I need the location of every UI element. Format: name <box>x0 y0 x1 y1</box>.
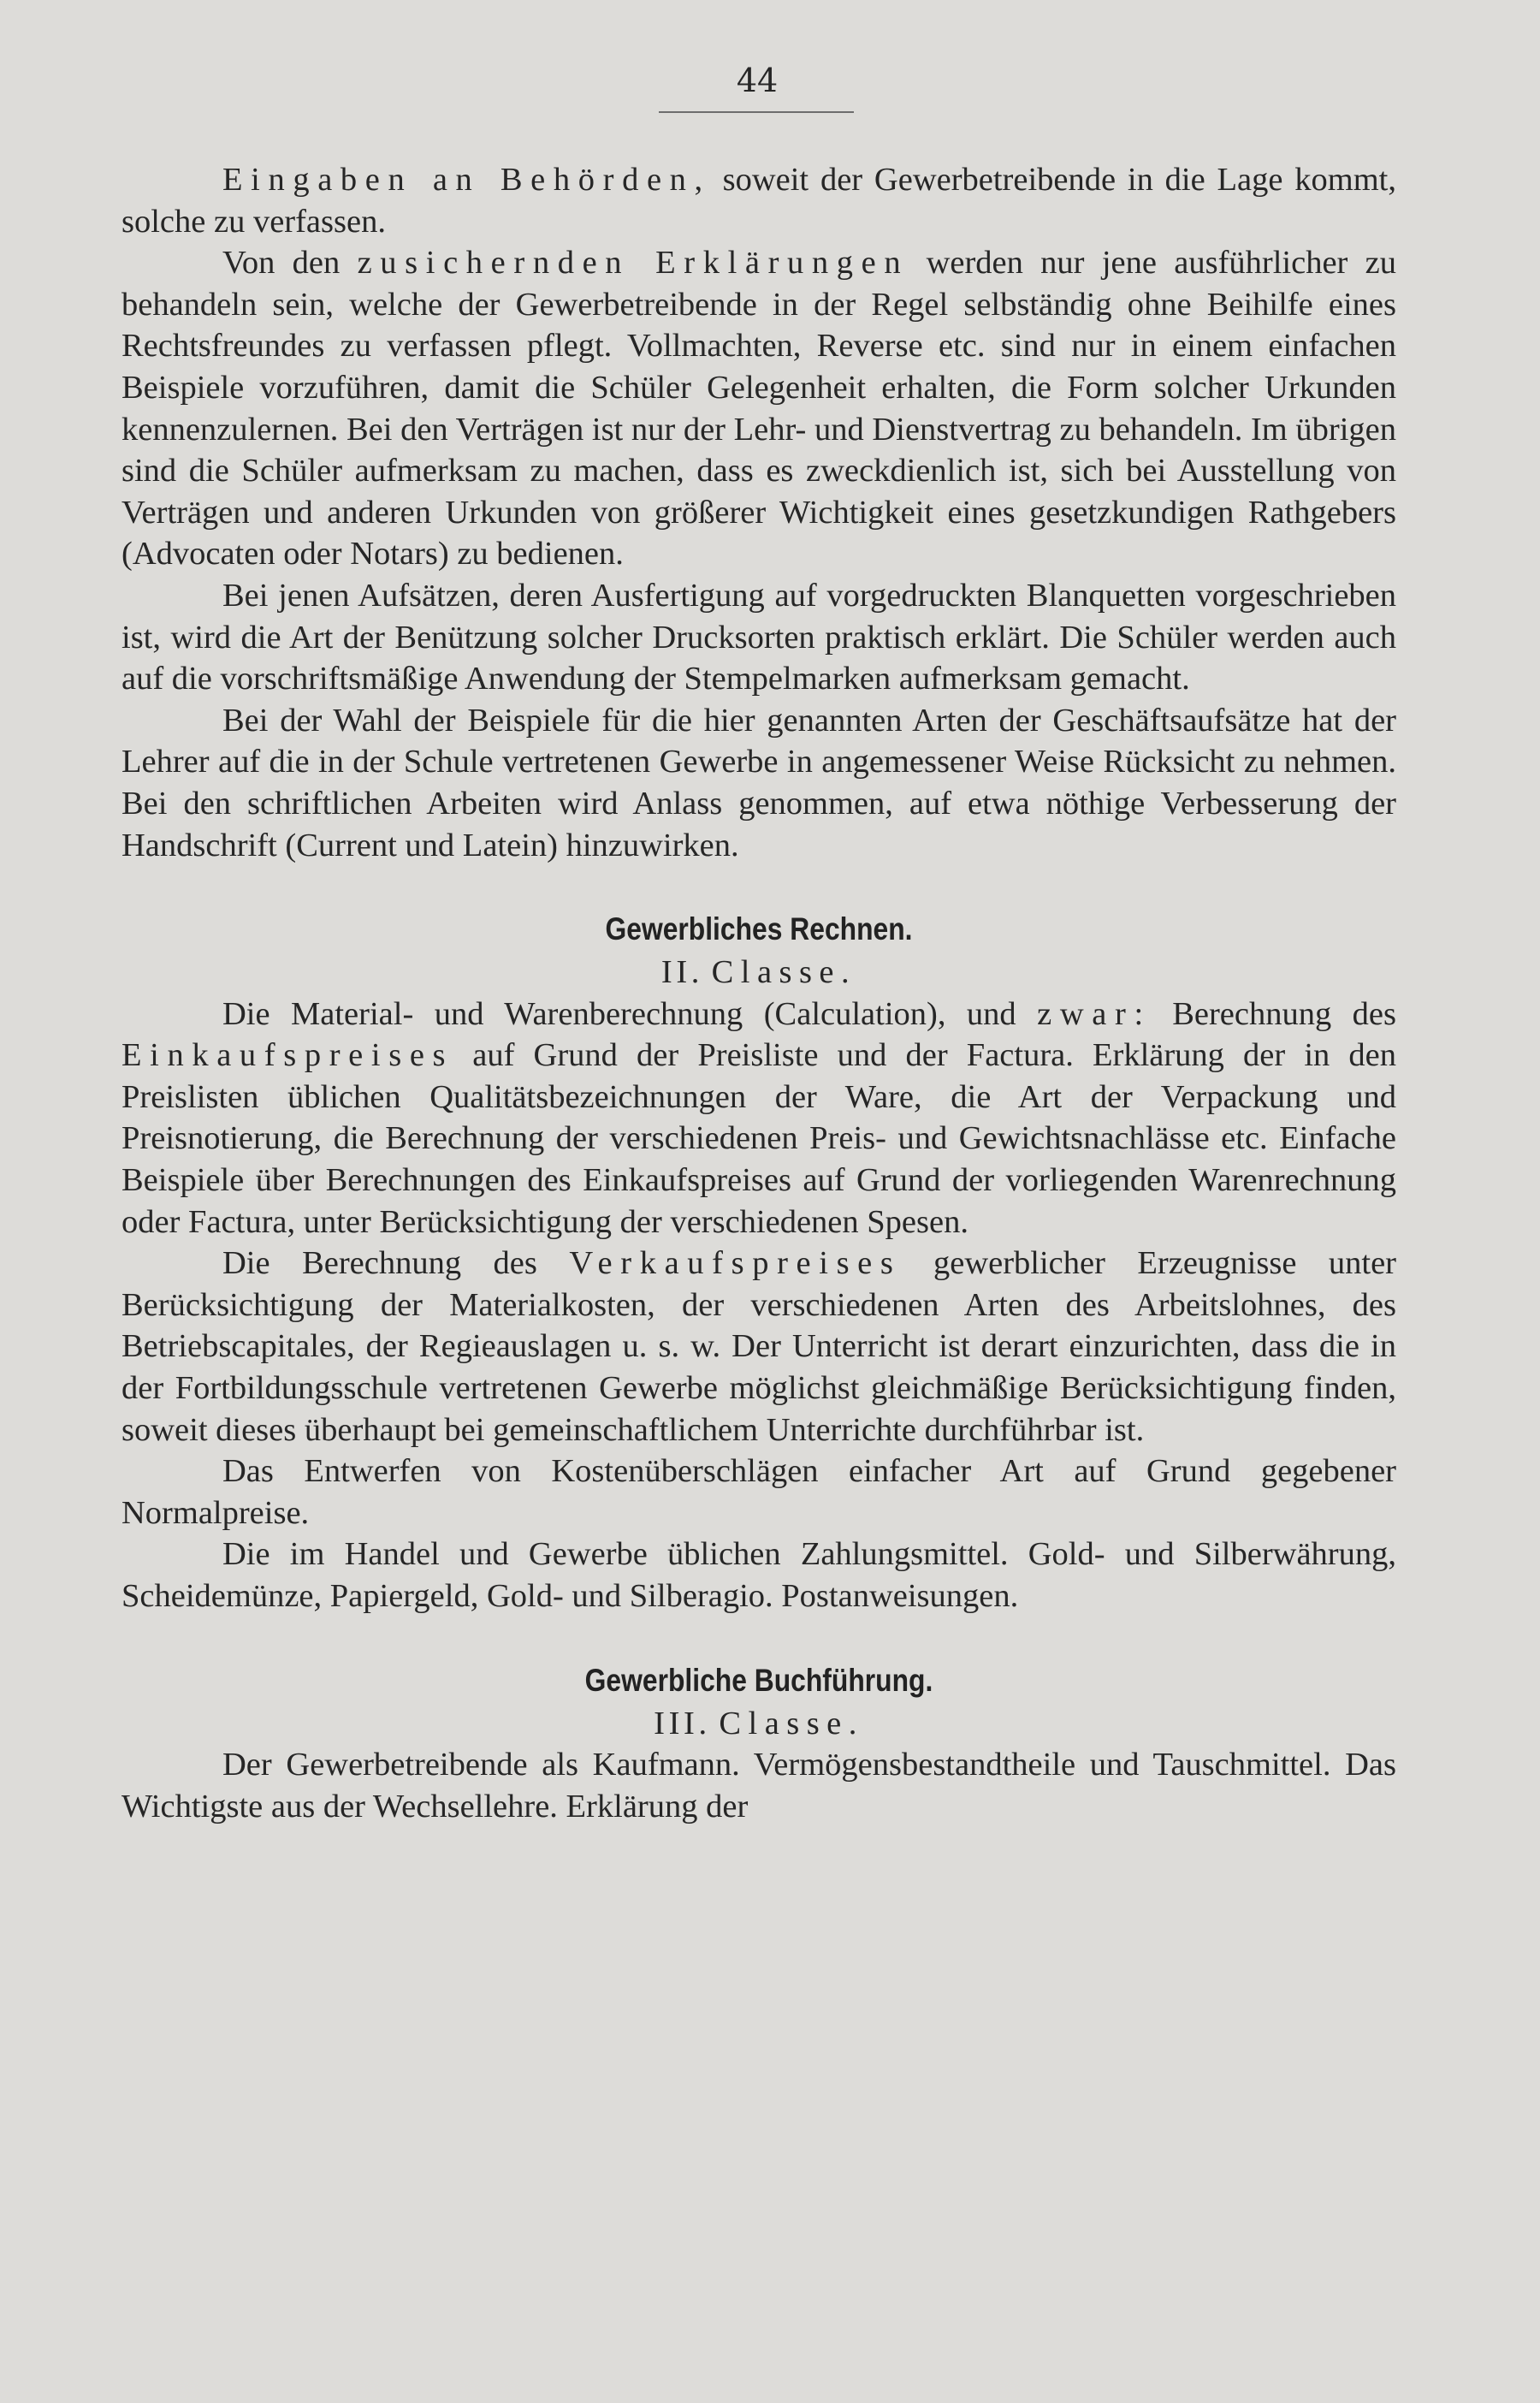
paragraph-text: werden nur jene ausführlicher zu behandeln sein, welche der Gewerbetreibende in der Regel selbständig ohne Beihilfe eines Rechtsfreundes zu verfassen pflegt. Vollmachten, Reverse etc. sind nur in einem einfachen Beispiele vorzuführen, damit die Schüler Gelegenheit erhalten, die Form solcher Urkunden kennenzulernen. Bei den Verträgen ist nur der Lehr- und Dienstvertrag zu behandeln. Im übrigen sind die Schüler aufmerksam zu machen, dass es zweckdienlich ist, sich bei Ausstellung von Verträgen und anderen Urkunden von größerer Wichtigkeit eines gesetzkundigen Rathgebers (Advocaten oder Notars) zu bedienen. <box>121 245 1397 573</box>
spaced-term: zwar: <box>1037 995 1152 1032</box>
paragraph-beispiele: Bei der Wahl der Beispiele für die hier genannten Arten der Geschäftsaufsätze hat der Lehrer auf die in der Schule vertretenen Gewerbe in angemessener Weise Rücksicht zu nehmen. Bei den schriftlichen Arbeiten wird Anlass genommen, auf etwa nöthige Verbesserung der Handschrift (Current und Latein) hinzuwirken. <box>121 702 1396 863</box>
class-numeral: III. <box>654 1705 711 1741</box>
spaced-term: Verkaufspreises <box>569 1245 902 1282</box>
paragraph-verkaufspreis <box>121 1243 1396 1451</box>
class-word: Classe. <box>711 954 857 991</box>
paragraph-text: soweit der Gewerbetreibende in die Lage kommt, solche zu verfassen. <box>121 162 1396 240</box>
page-body <box>121 159 1396 1827</box>
class-numeral: II. <box>660 954 704 991</box>
paragraph-erklaerungen <box>121 242 1396 575</box>
class-heading-rechnen <box>121 952 1396 994</box>
paragraph-text: auf Grund der Preisliste und der Factura. Erklärung der in den Preislisten üblichen Qualitätsbezeichnungen der Ware, die Art der Verpackung und Preisnotierung, die Berechnung der verschiedenen Preis- und Gewichtsnachlässe etc. Einfache Beispiele über Berechnungen des Einkaufspreises auf Grund der vorliegenden Warenrechnung oder Factura, unter Berücksichtigung der verschiedenen Spesen. <box>121 1037 1396 1240</box>
page-number-rule <box>659 111 854 113</box>
paragraph-eingaben <box>121 159 1396 242</box>
class-heading-buchfuehrung <box>121 1703 1396 1745</box>
class-word: Classe. <box>719 1705 864 1741</box>
spaced-term: Eingaben an Behörden, <box>222 162 711 198</box>
paragraph-text: Berechnung des <box>1151 995 1396 1032</box>
paragraph-calculation <box>121 994 1396 1243</box>
section-heading-rechnen: Gewerbliches Rechnen. <box>605 911 913 947</box>
paragraph-text: gewerblicher Erzeugnisse unter Berücksichtigung der Materialkosten, der verschiedenen Arten des Arbeitslohnes, des Betriebscapitales, der Regieauslagen u. s. w. Der Unterricht ist derart einzurichten, dass die in der Fortbildungsschule vertretenen Gewerbe möglichst gleichmäßige Berücksichtigung finden, soweit dieses überhaupt bei gemeinschaftlichem Unterrichte durchführbar ist. <box>121 1245 1396 1448</box>
paragraph-kostenueberschlaege: Das Entwerfen von Kostenüberschlägen einfacher Art auf Grund gegebener Normalpreise. <box>121 1453 1396 1531</box>
spaced-term: Einkaufspreises <box>121 1037 454 1074</box>
spaced-term: zusichernden Erklärungen <box>357 245 909 282</box>
paragraph-aufsaetze: Bei jenen Aufsätzen, deren Ausfertigung auf vorgedruckten Blanquetten vorgeschrieben ist, wird die Art der Benützung solcher Drucksorten praktisch erklärt. Die Schüler werden auch auf die vorschriftsmäßige Anwendung der Stempelmarken aufmerksam gemacht. <box>121 577 1396 697</box>
paragraph-text: Die Berechnung des <box>222 1245 570 1282</box>
paragraph-kaufmann: Der Gewerbetreibende als Kaufmann. Vermögensbestandtheile und Tauschmittel. Das Wichtigste aus der Wechsellehre. Erklärung der <box>121 1747 1396 1824</box>
paragraph-text: Von den <box>222 245 358 282</box>
paragraph-text: Die Material- und Warenberechnung (Calculation), und <box>222 995 1038 1032</box>
page-number: 44 <box>736 62 779 99</box>
paragraph-zahlungsmittel: Die im Handel und Gewerbe üblichen Zahlungsmittel. Gold- und Silberwährung, Scheidemünze, Papiergeld, Gold- und Silberagio. Postanweisungen. <box>121 1536 1396 1614</box>
section-heading-buchfuehrung: Gewerbliche Buchführung. <box>584 1662 933 1698</box>
